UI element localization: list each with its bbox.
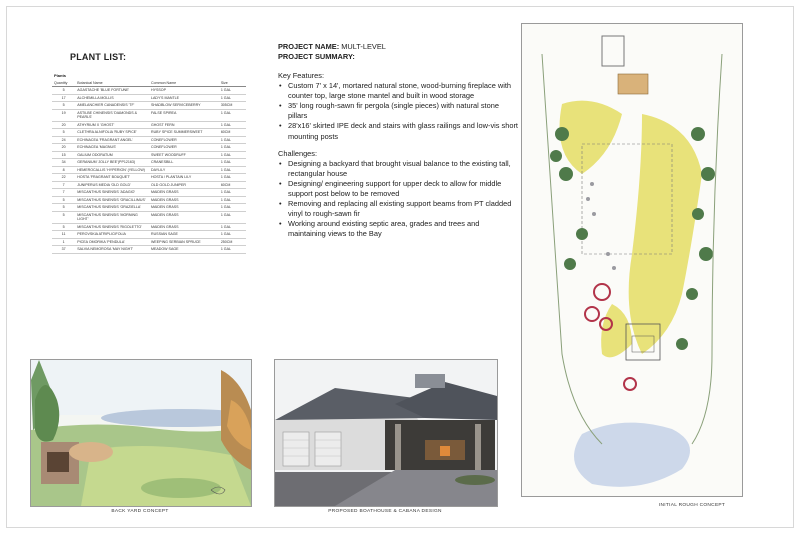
- plant-size: 1 GAL: [219, 174, 246, 181]
- plant-botanical-name: MISCANTHUS SINENSIS 'ADAGIO': [75, 189, 149, 196]
- key-features-label: Key Features:: [278, 71, 325, 81]
- plant-botanical-name: HEMEROCALLIS 'HYPERION' (YELLOW): [75, 166, 149, 173]
- rough-concept-plan: [522, 24, 742, 496]
- plant-row: [52, 129, 246, 136]
- plant-quantity: 34: [52, 159, 75, 166]
- challenge-item: • Designing a backyard that brought visual balance to the existing tall, rectangular house: [278, 159, 518, 179]
- plant-row: [52, 144, 246, 151]
- plant-common-name: MEADOW SAGE: [149, 246, 219, 253]
- plant-size: 1 GAL: [219, 204, 246, 211]
- rough-concept-image: [521, 23, 743, 497]
- plant-common-name: MAIDEN GRASS: [149, 223, 219, 230]
- plant-size: 1 GAL: [219, 109, 246, 121]
- plant-table: [52, 80, 246, 254]
- project-name-label: PROJECT NAME:: [278, 42, 340, 51]
- plant-row: [52, 196, 246, 203]
- backyard-caption: BACK YARD CONCEPT: [111, 509, 169, 514]
- challenge-item: • Designing/ engineering support for upper deck to allow for middle support post below to be removed: [278, 179, 518, 199]
- plant-row: [52, 121, 246, 128]
- plant-row: [52, 151, 246, 158]
- plant-row: [52, 223, 246, 230]
- plant-common-name: HYSSOP: [149, 87, 219, 94]
- plant-size: 1 GAL: [219, 94, 246, 101]
- plant-size: 1 GAL: [219, 166, 246, 173]
- plant-quantity: 8: [52, 166, 75, 173]
- header-botanical-name: Botanical Name: [75, 80, 149, 87]
- feature-item: • 35' long rough-sawn fir pergola (single pieces) with natural stone pillars: [278, 101, 518, 121]
- plant-botanical-name: ATHYRIUM X 'GHOST': [75, 121, 149, 128]
- plant-botanical-name: ECHINACEA 'FRAGRANT ANGEL': [75, 136, 149, 143]
- plant-botanical-name: HOSTA 'FRAGRANT BOUQUET': [75, 174, 149, 181]
- plant-common-name: OLD GOLD JUNIPER: [149, 181, 219, 188]
- plant-quantity: 24: [52, 136, 75, 143]
- project-name-value: MULT-LEVEL: [341, 42, 386, 51]
- plant-size: 1 GAL: [219, 196, 246, 203]
- feature-item: • Custom 7' x 14', mortared natural stone, wood-burning fireplace with counter top, large stone mantel and built in wood storage: [278, 81, 518, 101]
- plant-common-name: HOSTA / PLANTAIN LILY: [149, 174, 219, 181]
- plant-row: [52, 204, 246, 211]
- plant-botanical-name: ECHINACEA 'MAGNUS': [75, 144, 149, 151]
- plant-quantity: 1: [52, 238, 75, 245]
- plant-quantity: 5: [52, 196, 75, 203]
- plant-botanical-name: AMELANCHIER CANADENSIS 'TF': [75, 102, 149, 109]
- project-summary-label: PROJECT SUMMARY:: [278, 52, 355, 62]
- plant-size: 1 GAL: [219, 223, 246, 230]
- plant-quantity: 19: [52, 109, 75, 121]
- plant-quantity: 5: [52, 204, 75, 211]
- plant-size: 60CM: [219, 129, 246, 136]
- plant-quantity: 15: [52, 151, 75, 158]
- plant-common-name: MAIDEN GRASS: [149, 196, 219, 203]
- plant-size: 1 GAL: [219, 246, 246, 253]
- challenges-label: Challenges:: [278, 148, 318, 158]
- plant-botanical-name: ASTILBE CHINENSIS 'DIAMONDS & PEARLS': [75, 109, 149, 121]
- plant-common-name: SWEET WOODRUFF: [149, 151, 219, 158]
- plant-common-name: RUBY SPICE SUMMERSWEET: [149, 129, 219, 136]
- plant-row: [52, 166, 246, 173]
- plant-botanical-name: MISCANTHUS SINENSIS 'MORNING LIGHT': [75, 211, 149, 223]
- plant-quantity: 5: [52, 223, 75, 230]
- plant-quantity: 11: [52, 231, 75, 238]
- plant-row: [52, 159, 246, 166]
- plant-row: [52, 231, 246, 238]
- plant-quantity: 20: [52, 144, 75, 151]
- boathouse-caption: PROPOSED BOATHOUSE & CABANA DESIGN: [328, 509, 442, 514]
- plant-common-name: CRANESBILL: [149, 159, 219, 166]
- plant-common-name: MAIDEN GRASS: [149, 211, 219, 223]
- challenge-item: • Working around existing septic area, grades and trees and maintaining views to the Bay: [278, 219, 518, 239]
- backyard-concept-image: [30, 359, 252, 507]
- plant-botanical-name: GERANIUM 'JOLLY BEE'(PP12163): [75, 159, 149, 166]
- boathouse-render: [275, 360, 497, 506]
- plant-botanical-name: AGASTACHE 'BLUE FORTUNE': [75, 87, 149, 94]
- plant-common-name: GHOST FERN: [149, 121, 219, 128]
- plant-size: 1 GAL: [219, 151, 246, 158]
- plant-common-name: CONEFLOWER: [149, 136, 219, 143]
- plant-botanical-name: CLETHRA ALNIFOLIA 'RUBY SPICE': [75, 129, 149, 136]
- plant-quantity: 5: [52, 102, 75, 109]
- header-size: Size: [219, 80, 246, 87]
- plant-row: [52, 102, 246, 109]
- boathouse-design-image: [274, 359, 498, 507]
- plant-size: 1 GAL: [219, 189, 246, 196]
- plant-botanical-name: PICEA OMORIKA 'PENDULA': [75, 238, 149, 245]
- feature-item: • 28'x16' skirted IPE deck and stairs with glass railings and low-vis short mounting posts: [278, 121, 518, 141]
- plant-botanical-name: MISCANTHUS SINENSIS 'GRAZIELLA': [75, 204, 149, 211]
- rough-concept-caption: INITIAL ROUGH CONCEPT: [658, 503, 726, 508]
- plant-common-name: SHADBLOW SERVICEBERRY: [149, 102, 219, 109]
- plant-common-name: FALSE SPIREA: [149, 109, 219, 121]
- plant-table-header-row: [52, 80, 246, 87]
- plant-quantity: 5: [52, 211, 75, 223]
- plant-row: [52, 174, 246, 181]
- plant-botanical-name: GALIUM ODORATUM: [75, 151, 149, 158]
- plant-botanical-name: MISCANTHUS SINENSIS 'RIGOLETTO': [75, 223, 149, 230]
- header-common-name: Common Name: [149, 80, 219, 87]
- plant-botanical-name: PEROVSKIA ATRIPLICIFOLIA: [75, 231, 149, 238]
- plant-list-title: PLANT LIST:: [70, 52, 127, 62]
- plant-quantity: 5: [52, 129, 75, 136]
- plant-size: 305CM: [219, 102, 246, 109]
- plant-size: 1 GAL: [219, 144, 246, 151]
- plant-common-name: CONEFLOWER: [149, 144, 219, 151]
- plant-quantity: 37: [52, 246, 75, 253]
- plant-common-name: MAIDEN GRASS: [149, 204, 219, 211]
- plant-row: [52, 238, 246, 245]
- plant-quantity: 17: [52, 94, 75, 101]
- plant-common-name: WEEPING SERBIAN SPRUCE: [149, 238, 219, 245]
- plant-botanical-name: ALCHEMILLA MOLLIS: [75, 94, 149, 101]
- header-quantity: Quantity: [52, 80, 75, 87]
- plant-quantity: 20: [52, 121, 75, 128]
- project-summary-block: [278, 42, 518, 239]
- plant-size: 250CM: [219, 238, 246, 245]
- plant-botanical-name: MISCANTHUS SINENSIS 'GRACILLIMUS': [75, 196, 149, 203]
- plant-row: [52, 94, 246, 101]
- plant-common-name: MAIDEN GRASS: [149, 189, 219, 196]
- plant-size: 60CM: [219, 181, 246, 188]
- plant-size: 1 GAL: [219, 121, 246, 128]
- plant-botanical-name: JUNIPERUS MEDIA 'OLD GOLD': [75, 181, 149, 188]
- plants-table-heading: Plants: [54, 73, 67, 78]
- project-name-line: [278, 42, 518, 52]
- plant-common-name: LADY'S MANTLE: [149, 94, 219, 101]
- plant-size: 1 GAL: [219, 231, 246, 238]
- plant-row: [52, 246, 246, 253]
- plant-quantity: 22: [52, 174, 75, 181]
- challenge-item: • Removing and replacing all existing support beams from PT cladded vinyl to rough-sawn fir: [278, 199, 518, 219]
- plant-size: 1 GAL: [219, 136, 246, 143]
- challenges-list: [278, 159, 518, 240]
- plant-quantity: 7: [52, 181, 75, 188]
- plant-size: 1 GAL: [219, 211, 246, 223]
- plant-row: [52, 181, 246, 188]
- plant-row: [52, 189, 246, 196]
- plant-row: [52, 136, 246, 143]
- plant-quantity: 7: [52, 189, 75, 196]
- plant-quantity: 5: [52, 87, 75, 94]
- plant-size: 1 GAL: [219, 87, 246, 94]
- plant-row: [52, 109, 246, 121]
- plant-common-name: RUSSIAN SAGE: [149, 231, 219, 238]
- plant-row: [52, 87, 246, 94]
- key-features-list: [278, 81, 518, 141]
- plant-botanical-name: SALVIA NEMOROSA 'MAY NIGHT': [75, 246, 149, 253]
- plant-size: 1 GAL: [219, 159, 246, 166]
- backyard-sketch: [31, 360, 251, 506]
- plant-row: [52, 211, 246, 223]
- plant-common-name: DAYLILY: [149, 166, 219, 173]
